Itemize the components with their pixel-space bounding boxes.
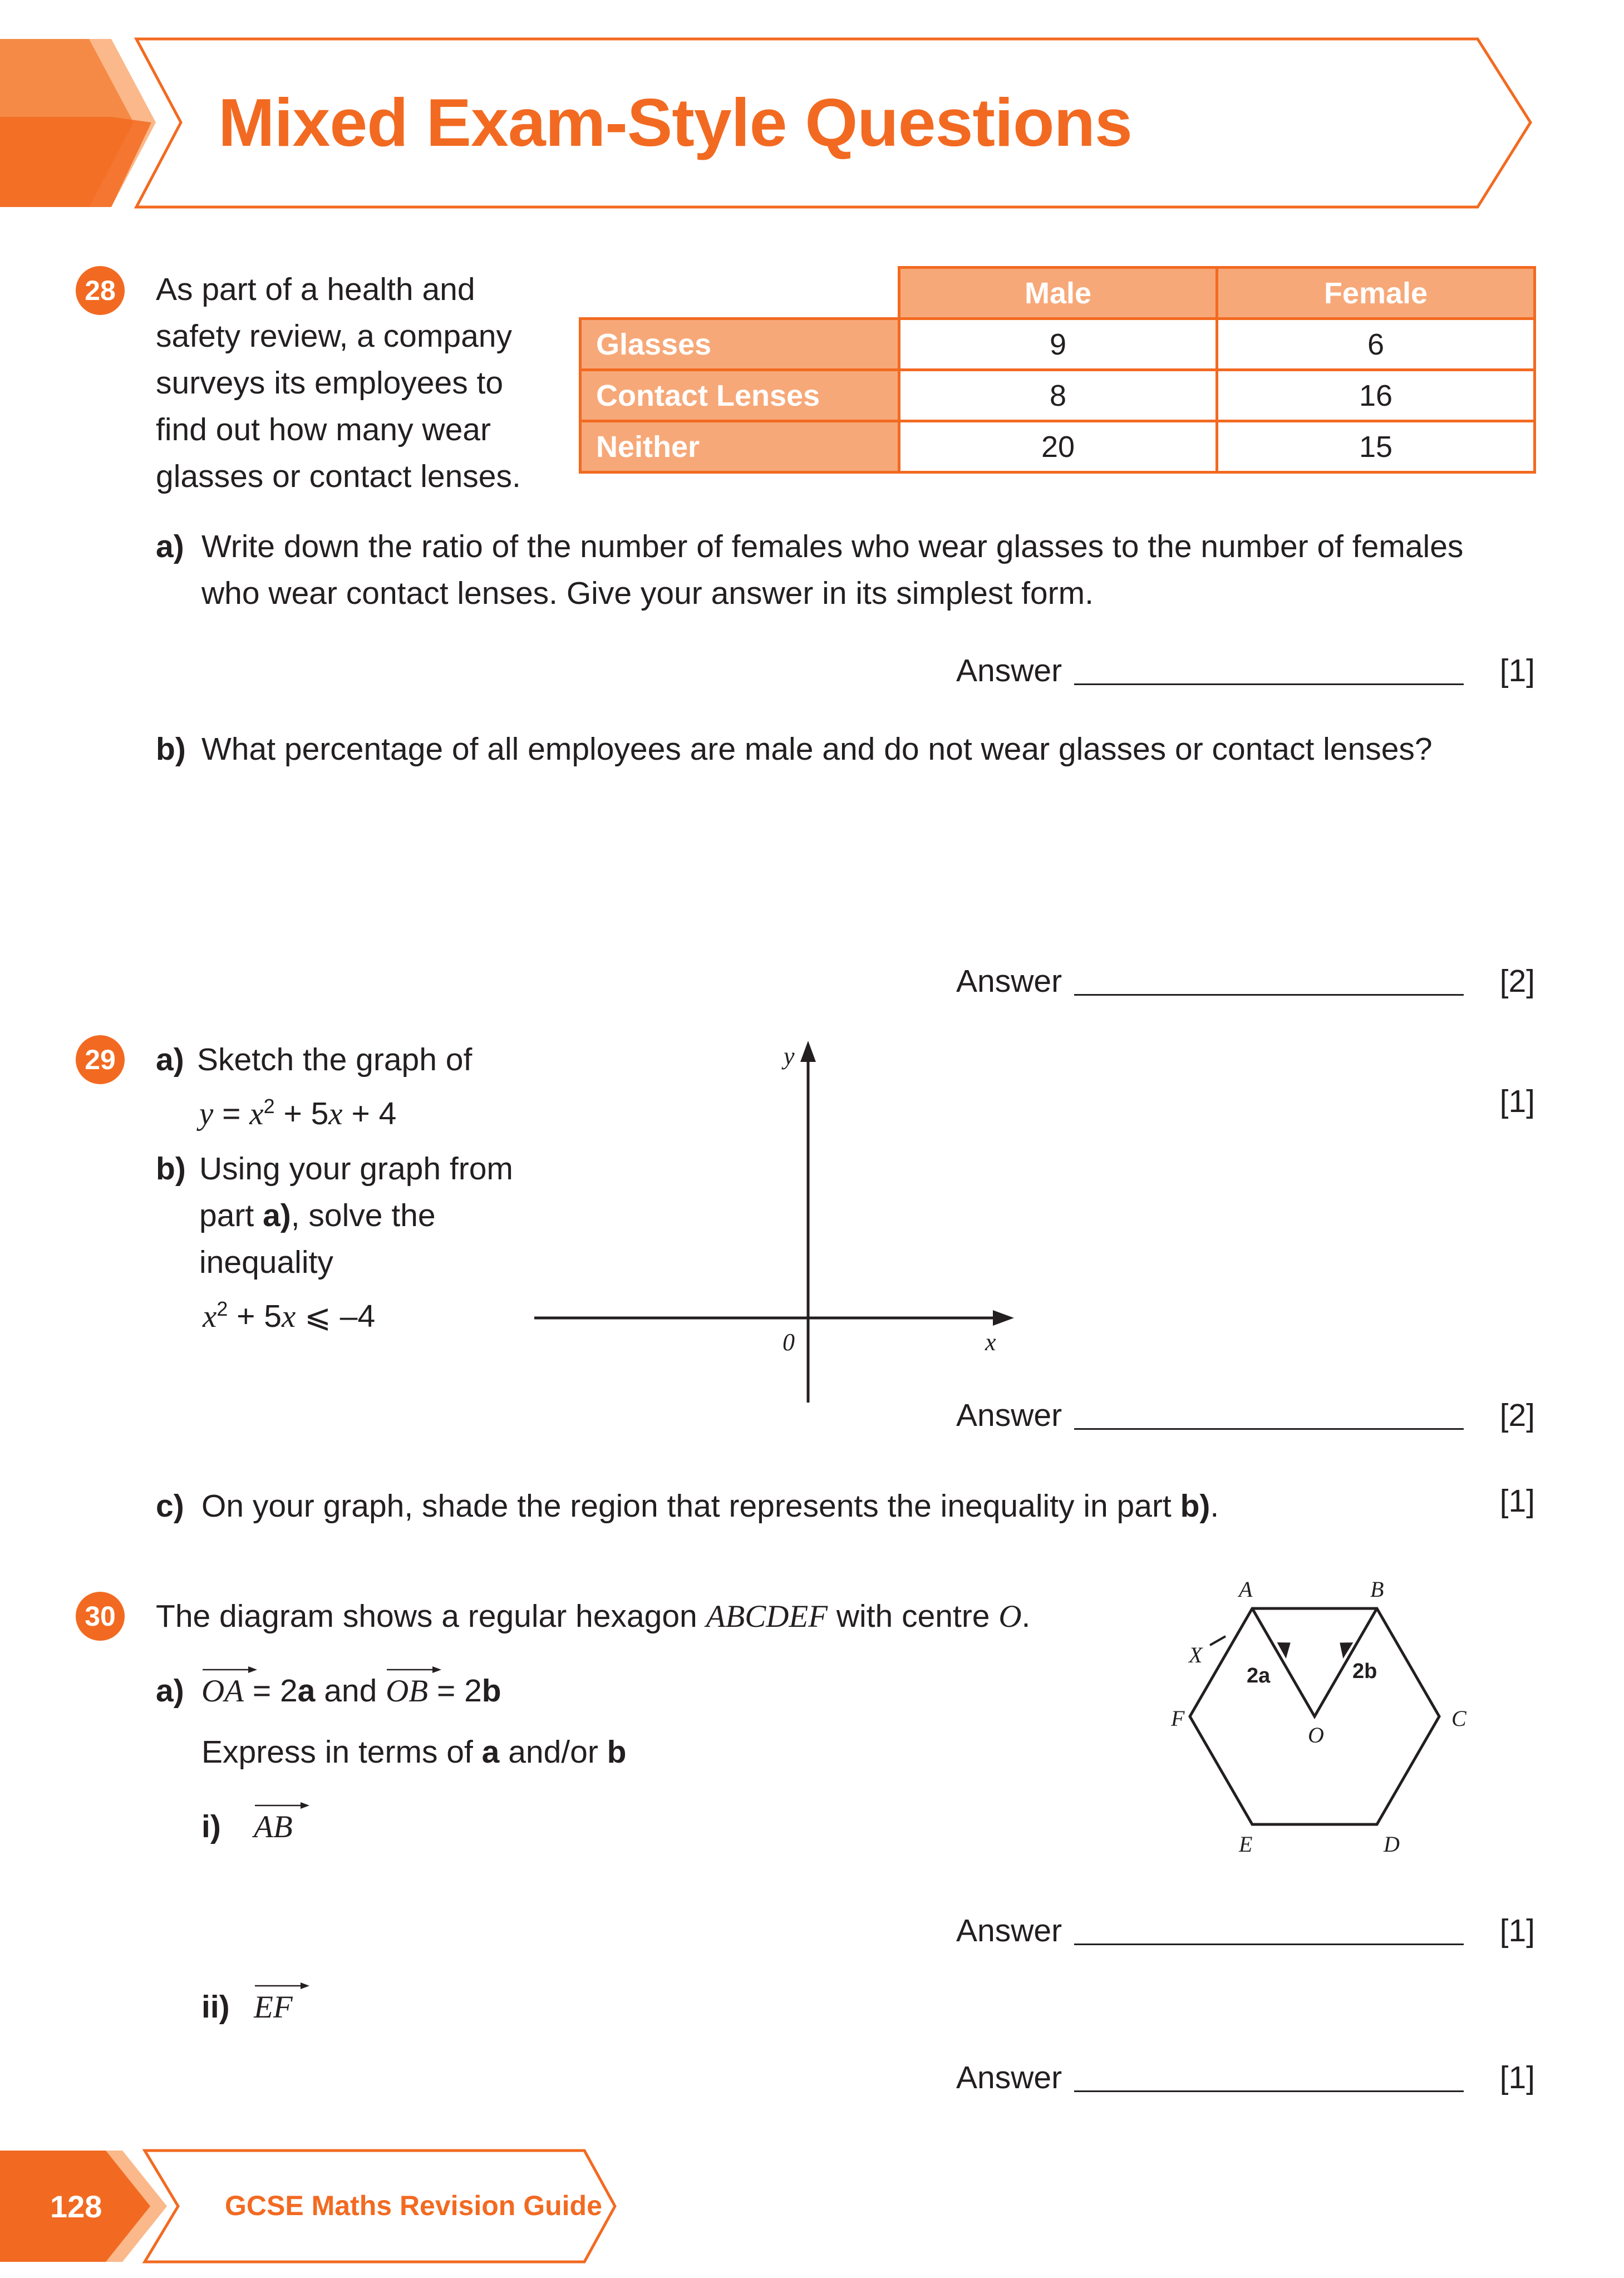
- vector-name: OA: [201, 1674, 244, 1709]
- marks: [2]: [1499, 1398, 1535, 1433]
- marks: [2]: [1499, 963, 1535, 999]
- eq-part: + 4: [342, 1096, 397, 1131]
- vector-a: a: [481, 1734, 500, 1770]
- vector-name: OB: [386, 1674, 429, 1709]
- vector-name: EF: [254, 1990, 293, 2025]
- part-label-a: a): [156, 1042, 184, 1078]
- marks: [1]: [1499, 2060, 1535, 2095]
- q30-intro: [156, 1593, 1030, 1640]
- vertex-d-label: D: [1384, 1832, 1400, 1857]
- superscript: 2: [216, 1297, 228, 1320]
- eq-part: + 5: [274, 1096, 329, 1131]
- table-header-male: Male: [899, 268, 1217, 319]
- table-cell: 20: [899, 421, 1217, 473]
- vector-a: a: [297, 1673, 316, 1709]
- q29b-line: inequality: [199, 1244, 333, 1280]
- vector-arrow-icon: [254, 1802, 309, 1809]
- q29b-line: [199, 1192, 513, 1239]
- vector-arrow-icon: [254, 1982, 309, 1990]
- text: The diagram shows a regular hexagon: [156, 1598, 706, 1634]
- text: = 2: [243, 1673, 298, 1709]
- question-number-30: 30: [76, 1592, 125, 1641]
- vertex-a-label: A: [1239, 1577, 1253, 1602]
- eq-part: + 5: [228, 1298, 282, 1334]
- vector-oa: [201, 1668, 244, 1715]
- q30-i-vector: [254, 1803, 293, 1851]
- origin-label: 0: [783, 1329, 795, 1356]
- page-title: Mixed Exam-Style Questions: [218, 85, 1132, 160]
- vector-b: b: [607, 1734, 627, 1770]
- var-x: x: [203, 1299, 217, 1334]
- table-corner: [580, 268, 899, 319]
- vertex-c-label: C: [1451, 1706, 1466, 1731]
- q28a-line: Write down the ratio of the number of females who wear glasses to the number of females: [201, 529, 1464, 564]
- edge-label-2a: 2a: [1247, 1664, 1271, 1687]
- part-label-a: a): [156, 529, 184, 564]
- q30-ii-vector: [254, 1984, 293, 2031]
- part-label-i: i): [201, 1809, 221, 1844]
- centre-o-label: O: [1308, 1723, 1324, 1748]
- hexagon-name: ABCDEF: [706, 1599, 828, 1634]
- answer-label: Answer: [956, 653, 1062, 688]
- part-label-a: a): [156, 1673, 184, 1709]
- answer-line[interactable]: [1074, 683, 1464, 685]
- vertex-f-label: F: [1171, 1706, 1185, 1731]
- part-label-c: c): [156, 1488, 184, 1524]
- vector-arrow-icon: [201, 1666, 257, 1674]
- table-cell: 15: [1217, 421, 1535, 473]
- marks: [1]: [1499, 1084, 1535, 1119]
- part-ref: b): [1180, 1488, 1210, 1524]
- q30a-vectors: [201, 1667, 501, 1715]
- survey-table: [579, 266, 1536, 474]
- edge-label-2b: 2b: [1352, 1660, 1377, 1683]
- q28a-line: who wear contact lenses. Give your answer in its simplest form.: [201, 575, 1094, 611]
- part-label-b: b): [156, 1151, 186, 1187]
- var-x: x: [282, 1299, 296, 1334]
- table-header-female: Female: [1217, 268, 1535, 319]
- row-label: Glasses: [580, 319, 899, 370]
- q28-intro-line: As part of a health and: [156, 272, 475, 307]
- q30a-express: [201, 1729, 626, 1775]
- x-axis-label: x: [985, 1329, 996, 1356]
- arrow-ob-icon: [1338, 1641, 1353, 1659]
- vertex-e-label: E: [1239, 1832, 1253, 1857]
- text: Express in terms of: [201, 1734, 482, 1770]
- table-cell: 6: [1217, 319, 1535, 370]
- answer-line[interactable]: [1074, 1428, 1464, 1430]
- point-x-label: X: [1189, 1642, 1203, 1667]
- table-header-row: [580, 268, 1535, 319]
- answer-label: Answer: [956, 1913, 1062, 1949]
- graph-axes[interactable]: [529, 1035, 1018, 1414]
- book-title: GCSE Maths Revision Guide: [225, 2190, 602, 2221]
- row-label: Contact Lenses: [580, 370, 899, 421]
- text: part: [199, 1198, 263, 1233]
- var-x: x: [249, 1096, 264, 1131]
- text: , solve the: [291, 1198, 436, 1233]
- table-row: [580, 319, 1535, 370]
- q28-intro-line: glasses or contact lenses.: [156, 459, 521, 494]
- vector-name: AB: [254, 1809, 293, 1844]
- q29b-line: Using your graph from: [199, 1151, 513, 1187]
- answer-label: Answer: [956, 2060, 1062, 2095]
- answer-label: Answer: [956, 963, 1062, 999]
- q28a-text: [201, 523, 1537, 617]
- x-axis-arrow-icon: [993, 1310, 1014, 1326]
- vertex-b-label: B: [1370, 1577, 1384, 1602]
- marks: [1]: [1499, 1483, 1535, 1519]
- q28b-text: What percentage of all employees are male and do not wear glasses or contact lenses?: [201, 731, 1433, 767]
- table-cell: 16: [1217, 370, 1535, 421]
- text: .: [1210, 1488, 1219, 1524]
- text: and/or: [499, 1734, 607, 1770]
- eq-part: =: [213, 1096, 250, 1131]
- answer-line[interactable]: [1074, 994, 1464, 996]
- marks: [1]: [1499, 653, 1535, 688]
- table-cell: 8: [899, 370, 1217, 421]
- vector-arrow-icon: [386, 1666, 441, 1674]
- row-label: Neither: [580, 421, 899, 473]
- answer-line[interactable]: [1074, 1944, 1464, 1945]
- text: On your graph, shade the region that represents the inequality in part: [201, 1488, 1180, 1524]
- y-axis-arrow-icon: [800, 1041, 816, 1062]
- centre-label: O: [998, 1599, 1022, 1634]
- answer-label: Answer: [956, 1398, 1062, 1433]
- part-ref: a): [263, 1198, 291, 1233]
- question-number-28: 28: [76, 266, 125, 315]
- answer-line[interactable]: [1074, 2090, 1464, 2092]
- q29a-equation: [199, 1083, 396, 1138]
- hexagon-diagram: [1163, 1575, 1497, 1864]
- vector-ef: [254, 1984, 293, 2031]
- var-x: x: [328, 1096, 343, 1131]
- q29c-text: [201, 1483, 1219, 1529]
- part-label-b: b): [156, 731, 186, 767]
- table-cell: 9: [899, 319, 1217, 370]
- q28-intro-line: safety review, a company: [156, 318, 512, 354]
- vector-b: b: [481, 1673, 501, 1709]
- text: with centre: [828, 1598, 999, 1634]
- y-axis-label: y: [784, 1042, 795, 1070]
- var-y: y: [199, 1096, 214, 1131]
- text: and: [315, 1673, 386, 1709]
- superscript: 2: [263, 1095, 275, 1118]
- page-number: 128: [50, 2189, 102, 2224]
- q29a-text: Sketch the graph of: [197, 1042, 473, 1078]
- vector-ob: [386, 1668, 428, 1715]
- text: .: [1021, 1598, 1031, 1634]
- q28-intro: [156, 266, 521, 500]
- eq-part: ⩽ –4: [296, 1298, 376, 1334]
- text: = 2: [428, 1673, 482, 1709]
- q29b-inequality: [199, 1286, 513, 1340]
- q29b-text: [199, 1145, 513, 1340]
- table-row: [580, 421, 1535, 473]
- point-x-tick: [1210, 1636, 1226, 1645]
- part-label-ii: ii): [201, 1989, 230, 2025]
- vector-ab: [254, 1804, 293, 1851]
- q28-intro-line: surveys its employees to: [156, 365, 504, 401]
- marks: [1]: [1499, 1913, 1535, 1949]
- table-row: [580, 370, 1535, 421]
- q28-intro-line: find out how many wear: [156, 412, 491, 447]
- question-number-29: 29: [76, 1035, 125, 1084]
